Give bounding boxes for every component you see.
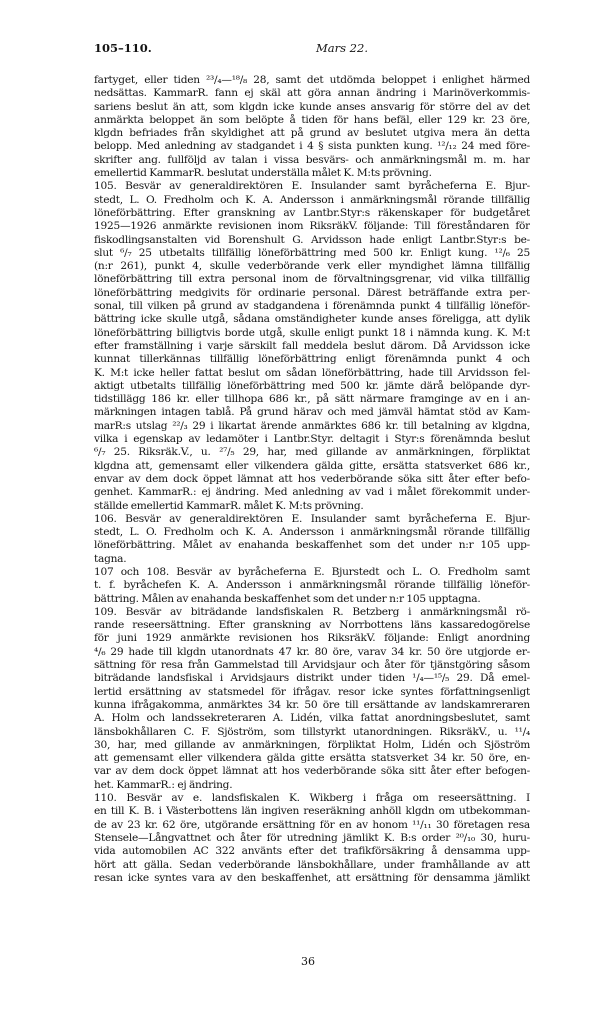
text-line: t. f. byråchefen K. A. Andersson i anmärkningsmål rörande tillfällig löneför-: [94, 579, 530, 592]
text-line: A. Holm och landssekreteraren A. Lidén, vilka fattat anordningsbeslutet, samt: [94, 712, 530, 725]
text-line: anmärkta beloppet än som belöpte å tiden för hans befäl, eller 129 kr. 23 öre,: [94, 113, 530, 126]
text-line: tidstillägg 186 kr. eller tillhopa 686 kr., på sätt närmare framginge av en i an-: [94, 393, 530, 406]
text-line: belopp. Med anledning av stadgandet i 4 § sista punkten kung. ¹²/₁₂ 24 med före-: [94, 140, 530, 153]
text-line: biträdande landsfiskal i Arvidsjaurs distrikt under tiden ¹/₄—¹⁵/₅ 29. Då emel-: [94, 672, 530, 685]
text-line: bättring icke skulle utgå, sådana omständigheter kunde anses föreligga, att dylik: [94, 313, 530, 326]
text-line: kunna ifrågakomma, anmärktes 34 kr. 50 öre till ersättande av landskamreraren: [94, 698, 530, 711]
text-line: efter framställning i varje särskilt fall meddela beslut därom. Då Arvidsson icke: [94, 339, 530, 352]
text-line: länsbokhållaren C. F. Sjöström, som tillstyrkt utanordningen. RiksräkV., u. ¹¹/₄: [94, 725, 530, 738]
text-line: 110. Besvär av e. landsfiskalen K. Wikberg i fråga om reseersättning. I: [94, 792, 530, 805]
text-line: löneförbättring. Efter granskning av Lantbr.Styr:s räkenskaper för budgetåret: [94, 206, 530, 219]
text-line: var av dem dock öppet lämnat att hos vederbörande söka sitt åter efter befogen-: [94, 765, 530, 778]
text-line: de av 23 kr. 62 öre, utgörande ersättning för en av honom ¹¹/₁₁ 30 företagen resa: [94, 818, 530, 831]
text-line: sonal, till vilken på grund av stadgandena i förenämnda punkt 4 tillfällig löneför-: [94, 300, 530, 313]
text-line: tagna.: [94, 552, 127, 565]
page-number: 36: [301, 955, 315, 968]
case-range: 105–110.: [94, 41, 152, 55]
text-line: att gemensamt eller vilkendera gälda gitte ersätta statsverket 34 kr. 50 öre, en-: [94, 752, 530, 765]
text-line: resan icke syntes vara av den beskaffenhet, att ersättning för densamma jämlikt: [94, 871, 530, 884]
text-line: slut ⁶/₇ 25 utbetalts tillfällig löneförbättring med 500 kr. Enligt kung. ¹²/₆ 25: [94, 246, 530, 259]
text-line: stedt, L. O. Fredholm och K. A. Andersson i anmärkningsmål rörande tillfällig: [94, 193, 530, 206]
date-heading: Mars 22.: [316, 41, 368, 55]
text-line: stedt, L. O. Fredholm och K. A. Andersson i anmärkningsmål rörande tillfällig: [94, 526, 530, 539]
page-header: [94, 40, 526, 56]
text-line: hört att gälla. Sedan vederbörande länsbokhållare, under framhållande av att: [94, 858, 530, 871]
text-line: fartyget, eller tiden ²³/₄—¹⁸/₈ 28, samt det utdömda beloppet i enlighet härmed: [94, 74, 530, 86]
text-line: marR:s utslag ²²/₃ 29 i likartat ärende anmärktes 686 kr. till betalning av klgdna,: [94, 419, 530, 432]
text-line: nedsättas. KammarR. fann ej skäl att göra annan ändring i Marinöverkommis-: [94, 87, 530, 100]
text-line: 109. Besvär av biträdande landsfiskalen R. Betzberg i anmärkningsmål rö-: [94, 605, 530, 618]
text-line: klgdn befriades från skyldighet att på grund av beslutet utgiva mera än detta: [94, 127, 530, 140]
text-line: 1925—1926 anmärkte revisionen inom RiksräkV. följande: Till föreståndaren för: [94, 220, 530, 233]
text-line: ⁴/₆ 29 hade till klgdn utanordnats 47 kr. 80 öre, varav 34 kr. 50 öre utgjorde er-: [94, 645, 530, 658]
text-line: 30, har, med gillande av anmärkningen, förpliktat Holm, Lidén och Sjöström: [94, 738, 530, 751]
text-line: klgdna att, gemensamt eller vilkendera gälda gitte, ersätta statsverket 686 kr.,: [94, 459, 530, 472]
text-line: sättning för resa från Gammelstad till Arvidsjaur och åter för tjänstgöring såsom: [94, 659, 530, 672]
text-line: genhet. KammarR.: ej ändring. Med anledning av vad i målet förekommit under-: [94, 486, 530, 499]
text-line: löneförbättring till extra personal inom de förvaltningsgrenar, vid vilka tillfällig: [94, 273, 530, 286]
text-line: sariens beslut än att, som klgdn icke kunde anses ansvarig för större del av det: [94, 100, 530, 113]
text-line: skrifter ang. fullföljd av talan i vissa besvärs- och anmärkningsmål m. m. har: [94, 153, 530, 166]
text-line: löneförbättring. Målet av enahanda beskaffenhet som det under n:r 105 upp-: [94, 539, 530, 552]
text-line: lertid ersättning av statsmedel för ifrågav. resor icke syntes författningsenligt: [94, 685, 530, 698]
text-line: ställde emellertid KammarR. målet K. M:ts prövning.: [94, 499, 364, 512]
text-line: löneförbättring billigtvis borde utgå, skulle enligt punkt 18 i nämnda kung. K. M:t: [94, 326, 530, 339]
body-text: [94, 74, 530, 885]
text-line: het. KammarR.: ej ändring.: [94, 778, 233, 791]
text-line: vida automobilen AC 322 använts efter det trafikförsäkring å densamma upp-: [94, 845, 530, 858]
text-line: emellertid KammarR. beslutat underställa målet K. M:ts prövning.: [94, 167, 432, 180]
text-line: löneförbättring medgivits för ordinarie personal. Därest beträffande extra per-: [94, 286, 530, 299]
text-line: ⁶/₇ 25. Riksräk.V., u. ²⁷/₅ 29, har, med gillande av anmärkningen, förpliktat: [94, 446, 530, 459]
text-line: K. M:t icke heller fattat beslut om sådan löneförbättring, hade till Arvidsson fel-: [94, 366, 530, 379]
text-line: aktigt utbetalts tillfällig löneförbättring med 500 kr. jämte därå belöpande dyr-: [94, 379, 530, 392]
text-line: bättring. Målen av enahanda beskaffenhet som det under n:r 105 upptagna.: [94, 592, 481, 605]
text-line: 106. Besvär av generaldirektören E. Insulander samt byråcheferna E. Bjur-: [94, 512, 530, 525]
text-line: vilka i egenskap av ledamöter i Lantbr.Styr. deltagit i Styr:s förenämnda beslut: [94, 433, 530, 446]
text-line: 107 och 108. Besvär av byråcheferna E. Bjurstedt och L. O. Fredholm samt: [94, 565, 530, 578]
text-line: envar av dem dock öppet lämnat att hos vederbörande söka sitt åter efter befo-: [94, 472, 530, 485]
text-line: Stensele—Långvattnet och åter för utredning jämlikt K. B:s order ²⁰/₁₀ 30, huru-: [94, 831, 530, 844]
text-line: rande reseersättning. Efter granskning av Norrbottens läns kassaredogörelse: [94, 619, 530, 632]
text-line: en till K. B. i Västerbottens län ingiven reseräkning anhöll klgdn om utbekomman-: [94, 805, 530, 818]
text-line: kunnat tillerkännas tillfällig löneförbättring enligt förenämnda punkt 4 och: [94, 353, 530, 366]
text-line: för juni 1929 anmärkte revisionen hos RiksräkV. följande: Enligt anordning: [94, 632, 530, 645]
text-line: fiskodlingsanstalten vid Borenshult G. Arvidsson hade enligt Lantbr.Styr:s be-: [94, 233, 530, 246]
text-line: (n:r 261), punkt 4, skulle vederbörande verk eller myndighet lämna tillfällig: [94, 260, 530, 273]
text-line: 105. Besvär av generaldirektören E. Insulander samt byråcheferna E. Bjur-: [94, 180, 530, 193]
text-line: märkningen intagen tablå. På grund härav och med jämväl hämtat stöd av Kam-: [94, 406, 530, 419]
